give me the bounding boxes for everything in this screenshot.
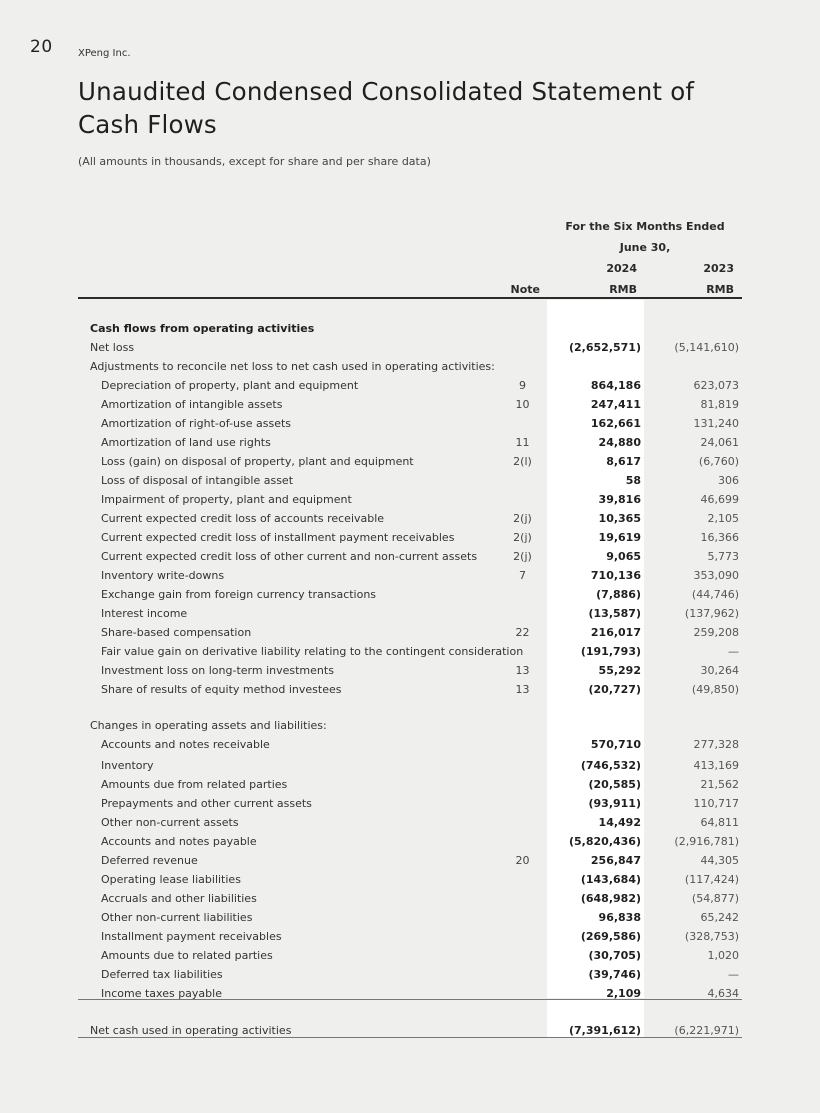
value-2024: (2,652,571) xyxy=(569,341,641,354)
value-2023: — xyxy=(728,968,739,981)
row-note: 20 xyxy=(515,854,530,867)
table-row xyxy=(78,338,742,357)
row-label: Income taxes payable xyxy=(101,987,222,1000)
value-2023: 44,305 xyxy=(700,854,739,867)
total-row xyxy=(78,1021,742,1040)
table-row xyxy=(78,414,742,433)
value-2023: 65,242 xyxy=(700,911,739,924)
row-label: Deferred revenue xyxy=(101,854,198,867)
company-name: XPeng Inc. xyxy=(78,48,131,59)
value-2023: (6,760) xyxy=(698,455,739,468)
row-label: Depreciation of property, plant and equipment xyxy=(101,379,359,392)
row-note: 11 xyxy=(515,436,530,449)
value-2023: 4,634 xyxy=(707,987,739,1000)
table-row xyxy=(78,319,742,338)
value-2024: (13,587) xyxy=(588,607,641,620)
currency-2024-header: RMB xyxy=(609,283,637,296)
row-note: 22 xyxy=(515,626,530,639)
row-label: Amounts due from related parties xyxy=(101,778,288,791)
row-label: Amortization of intangible assets xyxy=(101,398,283,411)
value-2023: 259,208 xyxy=(693,626,739,639)
row-label: Share-based compensation xyxy=(101,626,252,639)
value-2024: 710,136 xyxy=(590,569,641,582)
value-2023: 46,699 xyxy=(700,493,739,506)
row-note: 2(j) xyxy=(513,512,532,525)
value-2023: (44,746) xyxy=(691,588,739,601)
row-note: 2(l) xyxy=(513,455,532,468)
year-2023-header: 2023 xyxy=(703,262,734,275)
table-row xyxy=(78,528,742,547)
value-2023: 131,240 xyxy=(693,417,739,430)
value-2024: (143,684) xyxy=(580,873,641,886)
row-label: Amortization of right-of-use assets xyxy=(101,417,292,430)
table-row xyxy=(78,509,742,528)
title-line-1: Unaudited Condensed Consolidated Statement of xyxy=(78,77,695,106)
row-label: Cash flows from operating activities xyxy=(90,322,315,335)
value-2023: 16,366 xyxy=(700,531,739,544)
value-2023: (2,916,781) xyxy=(674,835,739,848)
table-row xyxy=(78,547,742,566)
value-2023: 413,169 xyxy=(693,759,739,772)
row-label: Net loss xyxy=(90,341,135,354)
table-row xyxy=(78,357,742,376)
value-2023: (54,877) xyxy=(691,892,739,905)
value-2023: 353,090 xyxy=(693,569,739,582)
row-note: 13 xyxy=(515,664,530,677)
row-label: Fair value gain on derivative liability relating to the contingent consideration xyxy=(101,645,524,658)
title-line-2: Cash Flows xyxy=(78,110,217,139)
value-2023: 623,073 xyxy=(693,379,739,392)
value-2024: 9,065 xyxy=(606,550,641,563)
value-2023: (6,221,971) xyxy=(674,1024,739,1037)
table-row xyxy=(78,471,742,490)
table-row xyxy=(78,452,742,471)
table-row xyxy=(78,832,742,851)
table-row xyxy=(78,889,742,908)
table-row xyxy=(78,680,742,699)
value-2024: 58 xyxy=(625,474,641,487)
value-2024: 96,838 xyxy=(598,911,641,924)
value-2024: (30,705) xyxy=(588,949,641,962)
value-2023: 5,773 xyxy=(707,550,739,563)
row-label: Amounts due to related parties xyxy=(101,949,273,962)
table-row xyxy=(78,661,742,680)
row-label: Inventory xyxy=(101,759,154,772)
row-label: Share of results of equity method investees xyxy=(101,683,342,696)
value-2024: 14,492 xyxy=(598,816,641,829)
row-label: Adjustments to reconcile net loss to net cash used in operating activities: xyxy=(90,360,495,373)
row-label: Other non-current liabilities xyxy=(101,911,253,924)
value-2024: 10,365 xyxy=(598,512,641,525)
table-row xyxy=(78,946,742,965)
table-row xyxy=(78,566,742,585)
value-2023: 1,020 xyxy=(707,949,739,962)
value-2024: (20,727) xyxy=(588,683,641,696)
page-number: 20 xyxy=(30,37,53,57)
year-2024-header: 2024 xyxy=(606,262,637,275)
table-row xyxy=(78,870,742,889)
value-2024: 8,617 xyxy=(606,455,641,468)
table-row xyxy=(78,642,742,661)
row-label: Prepayments and other current assets xyxy=(101,797,312,810)
period-header-line-2: June 30, xyxy=(619,241,671,254)
table-row xyxy=(78,927,742,946)
row-label: Current expected credit loss of accounts receivable xyxy=(101,512,385,525)
row-note: 7 xyxy=(519,569,526,582)
table-row xyxy=(78,376,742,395)
row-label: Current expected credit loss of installment payment receivables xyxy=(101,531,455,544)
table-row xyxy=(78,794,742,813)
value-2023: (49,850) xyxy=(691,683,739,696)
row-label: Amortization of land use rights xyxy=(101,436,271,449)
row-label: Impairment of property, plant and equipment xyxy=(101,493,352,506)
value-2023: 24,061 xyxy=(700,436,739,449)
amounts-note: (All amounts in thousands, except for share and per share data) xyxy=(78,155,431,168)
table-row xyxy=(78,851,742,870)
table-row xyxy=(78,604,742,623)
value-2024: 216,017 xyxy=(590,626,641,639)
value-2024: 162,661 xyxy=(590,417,641,430)
row-label: Exchange gain from foreign currency transactions xyxy=(101,588,377,601)
table-row xyxy=(78,716,742,735)
row-note: 10 xyxy=(515,398,530,411)
value-2023: 277,328 xyxy=(693,738,739,751)
value-2023: 2,105 xyxy=(707,512,739,525)
table-row xyxy=(78,623,742,642)
row-label: Interest income xyxy=(101,607,188,620)
row-label: Loss of disposal of intangible asset xyxy=(101,474,294,487)
table-row xyxy=(78,908,742,927)
value-2024: (93,911) xyxy=(588,797,641,810)
value-2023: (137,962) xyxy=(684,607,739,620)
value-2023: 110,717 xyxy=(693,797,739,810)
row-label: Accounts and notes payable xyxy=(101,835,257,848)
table-row xyxy=(78,395,742,414)
value-2023: — xyxy=(728,645,739,658)
table-row xyxy=(78,735,742,754)
value-2023: 81,819 xyxy=(700,398,739,411)
value-2024: 864,186 xyxy=(590,379,641,392)
value-2023: 306 xyxy=(718,474,739,487)
value-2024: (269,586) xyxy=(580,930,641,943)
row-label: Inventory write-downs xyxy=(101,569,225,582)
value-2024: 256,847 xyxy=(590,854,641,867)
value-2023: (117,424) xyxy=(684,873,739,886)
value-2024: (648,982) xyxy=(580,892,641,905)
note-header: Note xyxy=(510,283,540,296)
row-label: Changes in operating assets and liabilities: xyxy=(90,719,327,732)
period-header-line-1: For the Six Months Ended xyxy=(565,220,725,233)
value-2024: (39,746) xyxy=(588,968,641,981)
row-note: 9 xyxy=(519,379,526,392)
value-2024: (7,886) xyxy=(596,588,641,601)
row-note: 2(j) xyxy=(513,550,532,563)
row-note: 2(j) xyxy=(513,531,532,544)
table-row xyxy=(78,775,742,794)
row-note: 13 xyxy=(515,683,530,696)
row-label: Deferred tax liabilities xyxy=(101,968,223,981)
table-row xyxy=(78,490,742,509)
table-row xyxy=(78,433,742,452)
row-label: Net cash used in operating activities xyxy=(90,1024,292,1037)
value-2023: (328,753) xyxy=(684,930,739,943)
row-label: Operating lease liabilities xyxy=(101,873,241,886)
value-2024: 247,411 xyxy=(590,398,641,411)
value-2024: (7,391,612) xyxy=(569,1024,641,1037)
value-2023: 64,811 xyxy=(700,816,739,829)
table-row xyxy=(78,984,742,1003)
value-2023: 30,264 xyxy=(700,664,739,677)
currency-2023-header: RMB xyxy=(706,283,734,296)
value-2024: (191,793) xyxy=(580,645,641,658)
value-2024: 55,292 xyxy=(598,664,641,677)
row-label: Accruals and other liabilities xyxy=(101,892,257,905)
value-2024: 39,816 xyxy=(598,493,641,506)
value-2024: (5,820,436) xyxy=(569,835,641,848)
value-2024: 2,109 xyxy=(606,987,641,1000)
value-2024: 19,619 xyxy=(598,531,641,544)
row-label: Installment payment receivables xyxy=(101,930,282,943)
row-label: Current expected credit loss of other current and non-current assets xyxy=(101,550,478,563)
table-row xyxy=(78,813,742,832)
value-2024: (746,532) xyxy=(580,759,641,772)
row-label: Investment loss on long-term investments xyxy=(101,664,334,677)
value-2023: (5,141,610) xyxy=(674,341,739,354)
row-label: Loss (gain) on disposal of property, plant and equipment xyxy=(101,455,414,468)
table-row xyxy=(78,585,742,604)
cash-flow-table xyxy=(78,0,742,1113)
value-2024: 24,880 xyxy=(598,436,641,449)
row-label: Accounts and notes receivable xyxy=(101,738,270,751)
row-label: Other non-current assets xyxy=(101,816,239,829)
table-row xyxy=(78,965,742,984)
value-2024: 570,710 xyxy=(590,738,641,751)
value-2023: 21,562 xyxy=(700,778,739,791)
value-2024: (20,585) xyxy=(588,778,641,791)
table-row xyxy=(78,756,742,775)
